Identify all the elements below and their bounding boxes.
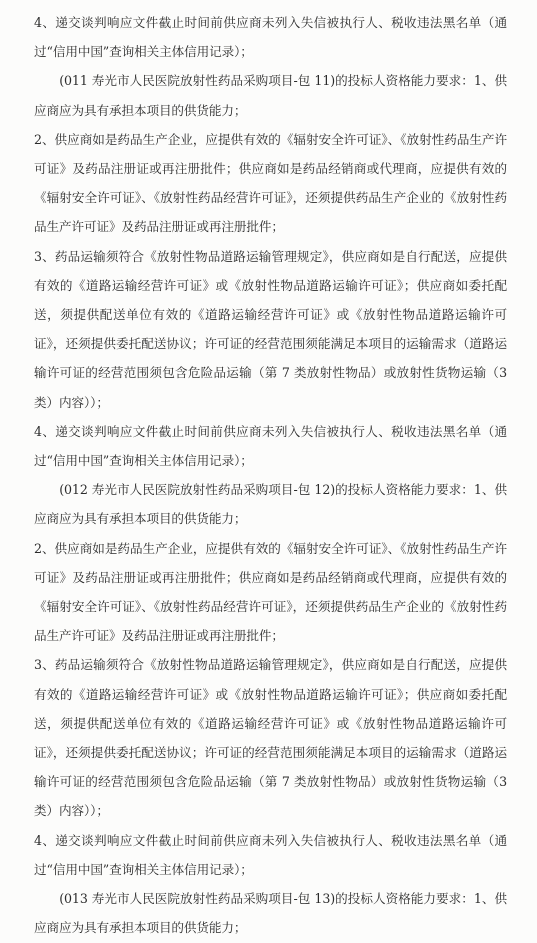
requirement-paragraph-3: 3、药品运输须符合《放射性物品道路运输管理规定》，供应商如是自行配送，应提供有效的《道路运输经营许可证》或《放射性物品道路运输许可证》；供应商如委托配送，须提供配送单位有效的《道路运输经营许可证》或《放射性物品道路运输许可证》，还须提供委托配送协议；许可证的经营范围须能满足本项目的运输需求（道路运输许可证的经营范围须包含危险品运输（第 7 类放射性物品）或放射性货物运输（3 类）内容））； — [34, 248, 507, 410]
package-11-heading-paragraph: (011 寿光市人民医院放射性药品采购项目-包 11)的投标人资格能力要求：1、供应商应为具有承担本项目的供货能力； — [34, 73, 507, 118]
requirement-paragraph-5: 2、供应商如是药品生产企业，应提供有效的《辐射安全许可证》、《放射性药品生产许可证》及药品注册证或再注册批件；供应商如是药品经销商或代理商，应提供有效的《辐射安全许可证》、《放射性药品经营许可证》，还须提供药品生产企业的《放射性药品生产许可证》及药品注册证或再注册批件； — [34, 540, 507, 644]
requirement-paragraph-7: 4、递交谈判响应文件截止时间前供应商未列入失信被执行人、税收违法黑名单（通过“信用中国”查询相关主体信用记录）； — [34, 832, 507, 877]
requirement-paragraph-6: 3、药品运输须符合《放射性物品道路运输管理规定》，供应商如是自行配送，应提供有效的《道路运输经营许可证》或《放射性物品道路运输许可证》；供应商如委托配送，须提供配送单位有效的《道路运输经营许可证》或《放射性物品道路运输许可证》，还须提供委托配送协议；许可证的经营范围须能满足本项目的运输需求（道路运输许可证的经营范围须包含危险品运输（第 7 类放射性物品）或放射性货物运输（3 类）内容））； — [34, 657, 507, 819]
requirement-paragraph-1: 4、递交谈判响应文件截止时间前供应商未列入失信被执行人、税收违法黑名单（通过“信用中国”查询相关主体信用记录）； — [34, 15, 507, 60]
requirement-paragraph-2: 2、供应商如是药品生产企业，应提供有效的《辐射安全许可证》、《放射性药品生产许可证》及药品注册证或再注册批件；供应商如是药品经销商或代理商，应提供有效的《辐射安全许可证》、《放射性药品经营许可证》，还须提供药品生产企业的《放射性药品生产许可证》及药品注册证或再注册批件； — [34, 131, 507, 235]
package-13-heading-paragraph: (013 寿光市人民医院放射性药品采购项目-包 13)的投标人资格能力要求：1、供应商应为具有承担本项目的供货能力； — [34, 891, 507, 936]
package-12-heading-paragraph: (012 寿光市人民医院放射性药品采购项目-包 12)的投标人资格能力要求：1、供应商应为具有承担本项目的供货能力； — [34, 482, 507, 527]
requirement-paragraph-4: 4、递交谈判响应文件截止时间前供应商未列入失信被执行人、税收违法黑名单（通过“信用中国”查询相关主体信用记录）； — [34, 423, 507, 469]
